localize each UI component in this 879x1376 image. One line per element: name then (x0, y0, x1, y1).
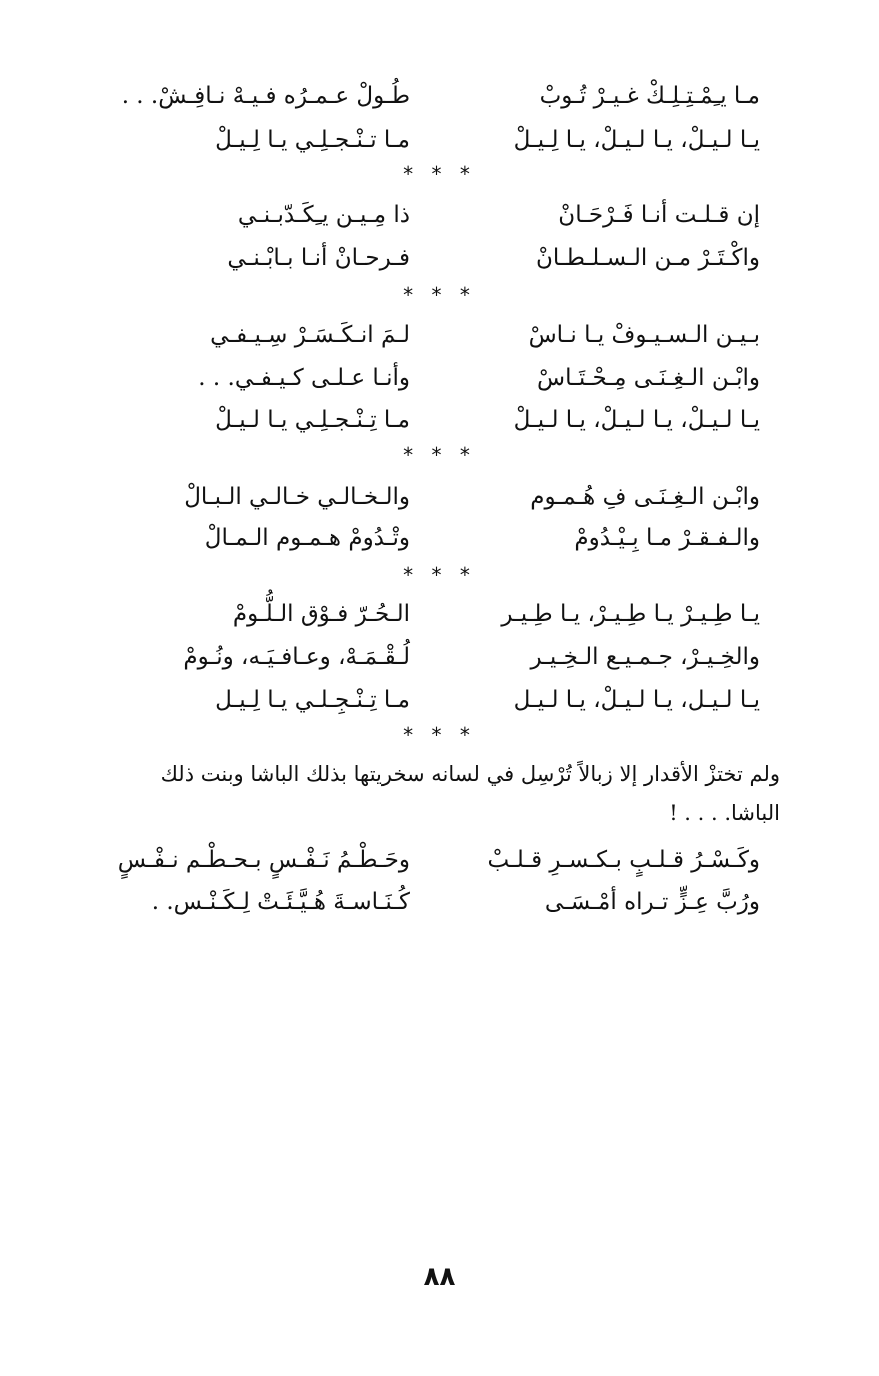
verse-line (60, 120, 760, 160)
stanza-separator: * * * (403, 723, 476, 747)
right-hemistich: يـا طِـيـرْ يـا طِـيـرْ، يـا طِـيـر (501, 601, 760, 627)
left-hemistich: فـرحـانْ أنـا بـابْـنـي (227, 245, 410, 271)
right-hemistich: يـا لـيـل، يـا لـيـلْ، يـا لـيـل (513, 687, 760, 713)
right-hemistich: مـا يـِمْـتِـلِـكْ غـيـرْ تُـوبْ (539, 83, 760, 109)
right-hemistich: والخِـيـرْ، جـمـيـع الـخِـيـر (530, 644, 760, 670)
left-hemistich: وتْـدُومْ هـمـوم الـمـالْ (204, 525, 410, 551)
right-hemistich: يـا لـيـلْ، يـا لـيـلْ، يـا لِـيـلْ (513, 127, 760, 153)
left-hemistich: وحَـطْـمُ نَـفْـسٍ بـحـطْـم نـفْـسٍ (117, 847, 410, 873)
right-hemistich: وابْـن الـغِـنَـى فِ هُـمـوم (530, 484, 760, 510)
left-hemistich: مـا تِـنْـجِـلـي يـا لِـيـل (215, 687, 410, 713)
left-hemistich: كُـنَـاسـةَ هُـيَّـئَـتْ لِـكَـنْـس. . (151, 889, 410, 915)
right-hemistich: إن قـلـت أنـا فَـرْحَـانْ (558, 202, 760, 228)
right-hemistich: والـفـقـرْ مـا بِـيْـدُومْ (574, 525, 760, 551)
verse-line (60, 594, 760, 634)
prose-paragraph: ولم تختزْ الأقدار إلا زبالاً تُرْسِل في لسانه سخريتها بذلك الباشا وبنت ذلك (160, 762, 780, 786)
left-hemistich: لـمَ انـكَـسَـرْ سِـيـفـي (210, 322, 410, 348)
verse-line (60, 195, 760, 235)
stanza-separator: * * * (403, 283, 476, 307)
right-hemistich: واكْـتَـرْ مـن الـسـلـطـانْ (536, 245, 760, 271)
verse-line (60, 238, 760, 278)
stanza-separator: * * * (403, 443, 476, 467)
right-hemistich: ورُبَّ عِـزٍّ تـراه أمْـسَـى (544, 889, 760, 915)
left-hemistich: والـخـالـي خـالـي الـبـالْ (184, 484, 410, 510)
verse-line (60, 358, 760, 398)
prose-paragraph-end: الباشا. . . . ! (669, 801, 780, 825)
stanza-separator: * * * (403, 162, 476, 186)
verse-line (60, 882, 760, 922)
page-number: ٨٨ (423, 1262, 456, 1292)
left-hemistich: وأنـا عـلـى كـيـفـي. . . (198, 365, 410, 391)
right-hemistich: وكَـسْـرُ قـلـبٍ بـكـسـرِ قـلـبْ (487, 847, 760, 873)
stanza-separator: * * * (403, 563, 476, 587)
left-hemistich: لُـقْـمَـهْ، وعـافـيَـه، ونُـومْ (183, 644, 410, 670)
left-hemistich: ذا مِـيـن يـِكَـدّبـنـي (237, 202, 410, 228)
right-hemistich: يـا لـيـلْ، يـا لـيـلْ، يـا لـيـلْ (513, 407, 760, 433)
left-hemistich: مـا تِـنْـجـلِـي يـا لـيـلْ (215, 407, 410, 433)
verse-line (60, 400, 760, 440)
verse-line (60, 477, 760, 517)
verse-line (60, 518, 760, 558)
verse-line (60, 637, 760, 677)
verse-line (60, 680, 760, 720)
verse-line (60, 315, 760, 355)
right-hemistich: وابْـن الـغِـنَـى مِـحْـتَـاسْ (537, 365, 760, 391)
verse-line (60, 76, 760, 116)
left-hemistich: الـحُـرّ فـوْق الـلُّـومْ (232, 601, 410, 627)
left-hemistich: مـا تـنْـجـلِـي يـا لِـيـلْ (215, 127, 410, 153)
verse-line (60, 840, 760, 880)
left-hemistich: طُـولْ عـمـرُه فـيـهْ نـافِـشْ. . . (121, 83, 410, 109)
right-hemistich: بـيـن الـسـيـوفْ يـا نـاسْ (528, 322, 760, 348)
